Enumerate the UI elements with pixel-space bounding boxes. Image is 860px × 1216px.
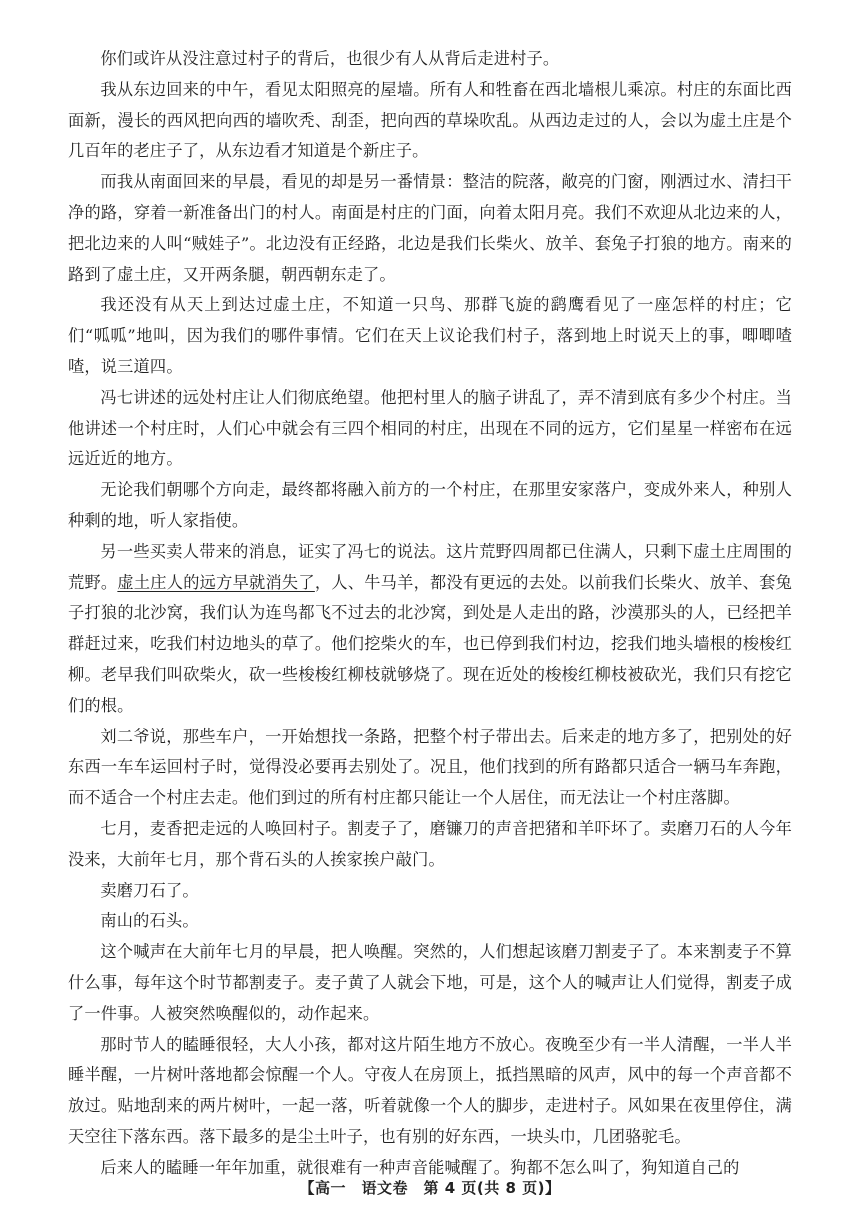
- underlined-sentence: 虚土庄人的远方早就消失了: [117, 572, 315, 592]
- paragraph-7-before: 另一些买卖人带来的消息，证实了冯七的说法。这片荒野四周都已住满人，只剩下虚土庄周围的荒野。: [68, 541, 792, 592]
- page-footer: 【高一 语文卷 第 4 页(共 8 页)】: [299, 1179, 561, 1197]
- paragraph-7: [68, 537, 792, 722]
- paragraph-7-after: ，人、牛马羊，都没有更远的去处。以前我们长柴火、放羊、套兔子打狼的北沙窝，我们认为连鸟都飞不过去的北沙窝，到处是人走出的路，沙漠那头的人，已经把羊群赶过来，吃我们村边地头的草了。他们挖柴火的车，也已停到我们村边，挖我们地头墙根的梭梭红柳。老早我们叫砍柴火，砍一些梭梭红柳枝就够烧了。现在近处的梭梭红柳枝被砍光，我们只有挖它们的根。: [68, 572, 792, 715]
- paragraph-3: 而我从南面回来的早晨，看见的却是另一番情景：整洁的院落，敞亮的门窗，刚洒过水、清扫干净的路，穿着一新准备出门的村人。南面是村庄的门面，向着太阳月亮。我们不欢迎从北边来的人，把北边来的人叫“贼娃子”。北边没有正经路，北边是我们长柴火、放羊、套兔子打狼的地方。南来的路到了虚土庄，又开两条腿，朝西朝东走了。: [68, 172, 792, 284]
- paragraph-12: 这个喊声在大前年七月的早晨，把人唤醒。突然的，人们想起该磨刀割麦子了。本来割麦子不算什么事，每年这个时节都割麦子。麦子黄了人就会下地，可是，这个人的喊声让人们觉得，割麦子成了一件事。人被突然唤醒似的，动作起来。: [68, 942, 792, 1023]
- paragraph-10: 卖磨刀石了。: [100, 880, 199, 900]
- paragraph-6: 无论我们朝哪个方向走，最终都将融入前方的一个村庄，在那里安家落户，变成外来人，种别人种剩的地，听人家指使。: [68, 480, 792, 530]
- paragraph-8: 刘二爷说，那些车户，一开始想找一条路，把整个村子带出去。后来走的地方多了，把别处的好东西一车车运回村子时，觉得没必要再去别处了。况且，他们找到的所有路都只适合一辆马车奔跑，而不适合一个村庄去走。他们到过的所有村庄都只能让一个人居住，而无法让一个村庄落脚。: [68, 726, 792, 808]
- paragraph-1: 你们或许从没注意过村子的背后，也很少有人从背后走进村子。: [100, 49, 560, 68]
- paragraph-13: 那时节人的瞌睡很轻，大人小孩，都对这片陌生地方不放心。夜晚至少有一半人清醒，一半人半睡半醒，一片树叶落地都会惊醒一个人。守夜人在房顶上，抵挡黑暗的风声，风中的每一个声音都不放过。贴地刮来的两片树叶，一起一落，听着就像一个人的脚步，走进村子。风如果在夜里停住，满天空往下落东西。落下最多的是尘土叶子，也有别的好东西，一块头巾，几团骆驼毛。: [68, 1034, 792, 1146]
- paragraph-11: 南山的石头。: [100, 911, 199, 931]
- paragraph-14: 后来人的瞌睡一年年加重，就很难有一种声音能喊醒了。狗都不怎么叫了，狗知道自己的: [100, 1157, 740, 1177]
- paragraph-4: 我还没有从天上到达过虚土庄，不知道一只鸟、那群飞旋的鹞鹰看见了一座怎样的村庄；它们“呱呱”地叫，因为我们的哪件事情。它们在天上议论我们村子，落到地上时说天上的事，唧唧喳喳，说三道四。: [68, 295, 792, 376]
- document-body: [68, 44, 792, 1183]
- paragraph-5: 冯七讲述的远处村庄让人们彻底绝望。他把村里人的脑子讲乱了，弄不清到底有多少个村庄。当他讲述一个村庄时，人们心中就会有三四个相同的村庄，出现在不同的远方，它们星星一样密布在远远近近的地方。: [68, 387, 792, 469]
- paragraph-9: 七月，麦香把走远的人唤回村子。割麦子了，磨镰刀的声音把猪和羊吓坏了。卖磨刀石的人今年没来，大前年七月，那个背石头的人挨家挨户敲门。: [68, 818, 792, 869]
- paragraph-2: 我从东边回来的中午，看见太阳照亮的屋墙。所有人和牲畜在西北墙根儿乘凉。村庄的东面比西面新，漫长的西风把向西的墙吹秃、刮歪，把向西的草垛吹乱。从西边走过的人，会以为虚土庄是个几百年的老庄子了，从东边看才知道是个新庄子。: [68, 79, 792, 161]
